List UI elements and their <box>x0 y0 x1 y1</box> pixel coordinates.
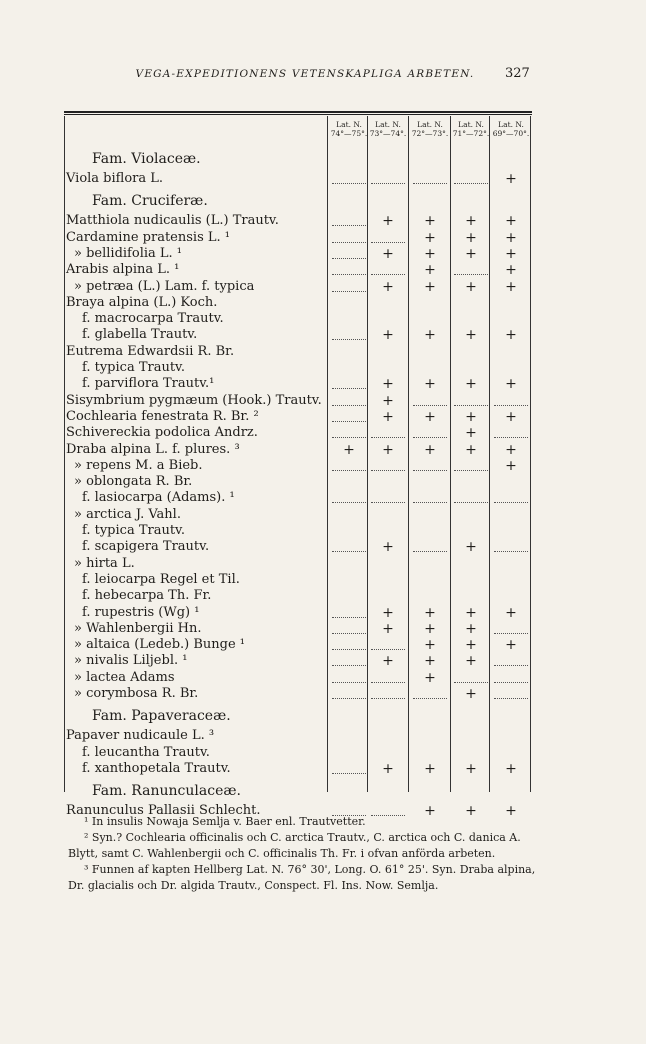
taxon-name: Ranunculus Pallasii Schlecht. <box>66 803 261 819</box>
taxon-row <box>66 669 328 687</box>
absence-dots <box>329 424 369 442</box>
taxon-name: » nivalis Liljebl. ¹ <box>74 653 188 669</box>
taxon-row <box>66 229 328 247</box>
taxon-row <box>66 685 328 703</box>
presence-mark: + <box>505 803 517 820</box>
family-heading <box>66 150 328 168</box>
taxon-name: f. leiocarpa Regel et Til. <box>82 571 240 587</box>
taxon-row <box>66 212 328 230</box>
taxon-name: » oblongata R. Br. <box>74 474 193 490</box>
column-header-line2: 72°—73°. <box>411 129 449 138</box>
family-name: Fam. Papaveraceæ. <box>92 708 231 725</box>
absence-dots <box>410 457 450 475</box>
absence-dots <box>451 170 491 188</box>
absence-dots <box>491 652 531 670</box>
absence-dots <box>329 652 369 670</box>
taxon-name: » bellidifolia L. ¹ <box>74 245 182 261</box>
presence-mark: + <box>382 392 394 409</box>
absence-dots <box>329 760 369 778</box>
taxon-row <box>66 245 328 263</box>
presence-mark: + <box>505 760 517 777</box>
taxon-row <box>66 261 328 279</box>
column-header-line1: Lat. N. <box>458 120 484 129</box>
column-rule <box>64 116 65 792</box>
absence-dots <box>451 669 491 687</box>
presence-mark: + <box>465 637 477 654</box>
table-top-rule-inner <box>64 114 532 115</box>
absence-dots <box>491 424 531 442</box>
absence-dots <box>329 170 369 188</box>
presence-mark: + <box>424 245 436 262</box>
presence-mark: + <box>465 653 477 670</box>
family-heading <box>66 192 328 210</box>
absence-dots <box>329 261 369 279</box>
taxon-name: Papaver nudicaule L. ³ <box>66 728 215 744</box>
taxon-row <box>66 424 328 442</box>
family-name: Fam. Ranunculaceæ. <box>92 783 241 800</box>
taxon-name: f. leucantha Trautv. <box>82 744 210 760</box>
presence-mark: + <box>424 620 436 637</box>
presence-mark: + <box>505 327 517 344</box>
presence-mark: + <box>465 425 477 442</box>
taxon-row <box>66 392 328 410</box>
presence-mark: + <box>424 441 436 458</box>
presence-mark: + <box>465 604 477 621</box>
presence-mark: + <box>382 620 394 637</box>
absence-dots <box>329 245 369 263</box>
taxon-name: » hirta L. <box>74 555 135 571</box>
presence-mark: + <box>382 408 394 425</box>
column-rule <box>408 116 409 792</box>
absence-dots <box>329 229 369 247</box>
taxon-name: » corymbosa R. Br. <box>74 686 199 701</box>
footnote-2: ² Syn.? Cochlearia officinalis och C. arctica Trautv., C. arctica och C. danica A. Blytt, samt C. Wahlenbergii och C. officinalis Th. Fr. i ofvan anförda arbeten. <box>68 831 521 860</box>
column-header-line1: Lat. N. <box>336 120 362 129</box>
presence-mark: + <box>382 653 394 670</box>
presence-mark: + <box>424 229 436 246</box>
absence-dots <box>410 685 450 703</box>
absence-dots <box>368 424 408 442</box>
family-name: Fam. Cruciferæ. <box>92 193 208 210</box>
presence-mark: + <box>465 408 477 425</box>
taxon-row <box>66 326 328 344</box>
taxon-name: » lactea Adams <box>74 669 175 685</box>
page-number: 327 <box>505 66 530 81</box>
taxon-row <box>66 310 328 328</box>
taxon-row <box>66 473 328 491</box>
taxon-name: f. macrocarpa Trautv. <box>82 311 224 327</box>
taxon-name: Arabis alpina L. ¹ <box>66 262 180 278</box>
absence-dots <box>491 669 531 687</box>
absence-dots <box>410 392 450 410</box>
taxon-name: Cardamine pratensis L. ¹ <box>66 229 230 245</box>
absence-dots <box>368 261 408 279</box>
column-header-line1: Lat. N. <box>417 120 443 129</box>
taxon-row <box>66 170 328 188</box>
presence-mark: + <box>382 539 394 556</box>
taxon-row <box>66 587 328 605</box>
presence-mark: + <box>382 441 394 458</box>
taxon-row <box>66 620 328 638</box>
taxon-row <box>66 408 328 426</box>
column-header <box>451 120 491 138</box>
presence-mark: + <box>465 620 477 637</box>
presence-mark: + <box>382 245 394 262</box>
presence-mark: + <box>465 376 477 393</box>
presence-mark: + <box>505 408 517 425</box>
absence-dots <box>329 392 369 410</box>
presence-mark: + <box>465 760 477 777</box>
taxon-row <box>66 538 328 556</box>
taxon-row <box>66 571 328 589</box>
absence-dots <box>329 326 369 344</box>
absence-dots <box>368 457 408 475</box>
column-header-line2: 71°—72°. <box>452 129 490 138</box>
absence-dots <box>410 424 450 442</box>
presence-mark: + <box>465 803 477 820</box>
footnote-3: ³ Funnen af kapten Hellberg Lat. N. 76° 30', Long. O. 61° 25'. Syn. Draba alpina, Dr. glacialis och Dr. algida Trautv., Conspect. Fl. Ins. Now. Semlja. <box>68 863 536 892</box>
taxon-name: f. rupestris (Wg) ¹ <box>82 604 200 620</box>
presence-mark: + <box>505 262 517 279</box>
taxon-row <box>66 555 328 573</box>
taxon-name: » repens M. a Bieb. <box>74 457 203 473</box>
absence-dots <box>368 636 408 654</box>
presence-mark: + <box>424 262 436 279</box>
absence-dots <box>329 457 369 475</box>
absence-dots <box>491 392 531 410</box>
presence-mark: + <box>382 213 394 230</box>
presence-mark: + <box>382 604 394 621</box>
absence-dots <box>368 685 408 703</box>
presence-mark: + <box>465 278 477 295</box>
running-head: VEGA-EXPEDITIONENS VETENSKAPLIGA ARBETEN. <box>135 68 475 80</box>
absence-dots <box>329 212 369 230</box>
absence-dots <box>329 620 369 638</box>
absence-dots <box>368 170 408 188</box>
taxon-row <box>66 727 328 745</box>
taxon-name: » altaica (Ledeb.) Bunge ¹ <box>74 637 246 653</box>
taxon-name: f. scapigera Trautv. <box>82 539 210 555</box>
presence-mark: + <box>424 760 436 777</box>
taxon-row <box>66 489 328 507</box>
taxon-row <box>66 652 328 670</box>
family-heading <box>66 782 328 800</box>
absence-dots <box>491 685 531 703</box>
taxon-name: f. typica Trautv. <box>82 523 185 538</box>
presence-mark: + <box>424 669 436 686</box>
presence-mark: + <box>465 539 477 556</box>
column-header <box>368 120 408 138</box>
absence-dots <box>451 457 491 475</box>
presence-mark: + <box>424 653 436 670</box>
column-header <box>410 120 450 138</box>
absence-dots <box>368 229 408 247</box>
taxon-row <box>66 375 328 393</box>
presence-mark: + <box>424 327 436 344</box>
table-top-rule <box>64 111 532 113</box>
taxon-row <box>66 457 328 475</box>
taxon-name: Draba alpina L. f. plures. ³ <box>66 441 240 457</box>
taxon-name: » arctica J. Vahl. <box>74 506 181 522</box>
column-header-line1: Lat. N. <box>375 120 401 129</box>
footnotes <box>68 814 548 894</box>
presence-mark: + <box>505 604 517 621</box>
presence-mark: + <box>505 229 517 246</box>
taxon-name: Viola biflora L. <box>66 171 164 186</box>
presence-mark: + <box>424 278 436 295</box>
presence-mark: + <box>505 376 517 393</box>
presence-mark: + <box>465 441 477 458</box>
absence-dots <box>329 489 369 507</box>
taxon-name: f. typica Trautv. <box>82 360 185 375</box>
presence-mark: + <box>465 686 477 702</box>
absence-dots <box>329 375 369 393</box>
absence-dots <box>491 538 531 556</box>
column-header-line2: 74°—75°. <box>330 129 368 138</box>
taxon-name: f. xanthopetala Trautv. <box>82 760 231 776</box>
absence-dots <box>329 636 369 654</box>
taxon-row <box>66 506 328 524</box>
presence-mark: + <box>465 213 477 230</box>
taxon-name: Cochlearia fenestrata R. Br. ² <box>66 408 259 424</box>
absence-dots <box>368 669 408 687</box>
presence-mark: + <box>424 604 436 621</box>
taxon-row <box>66 294 328 312</box>
presence-mark: + <box>424 637 436 654</box>
taxon-name: » petræa (L.) Lam. f. typica <box>74 278 255 294</box>
absence-dots <box>451 392 491 410</box>
presence-mark: + <box>424 376 436 393</box>
column-header-line2: 69°—70°. <box>492 129 530 138</box>
presence-mark: + <box>505 637 517 654</box>
taxon-row <box>66 278 328 296</box>
footnote-1: ¹ In insulis Nowaja Semlja v. Baer enl. Trautvetter. <box>84 815 366 828</box>
absence-dots <box>329 669 369 687</box>
absence-dots <box>410 489 450 507</box>
absence-dots <box>410 170 450 188</box>
taxon-row <box>66 441 328 459</box>
presence-mark: + <box>505 245 517 262</box>
taxon-name: f. hebecarpa Th. Fr. <box>82 588 212 604</box>
presence-mark: + <box>505 171 517 187</box>
taxon-row <box>66 760 328 778</box>
column-header <box>491 120 531 138</box>
taxon-name: f. parviflora Trautv.¹ <box>82 376 215 392</box>
presence-mark: + <box>505 213 517 230</box>
taxon-row <box>66 604 328 622</box>
absence-dots <box>410 538 450 556</box>
presence-mark: + <box>382 278 394 295</box>
presence-mark: + <box>382 376 394 393</box>
taxon-name: f. lasiocarpa (Adams). ¹ <box>82 490 235 506</box>
absence-dots <box>329 685 369 703</box>
family-name: Fam. Violaceæ. <box>92 151 201 167</box>
presence-mark: + <box>465 245 477 262</box>
absence-dots <box>329 408 369 426</box>
taxon-row <box>66 522 328 540</box>
presence-mark: + <box>424 803 436 820</box>
absence-dots <box>368 489 408 507</box>
absence-dots <box>491 620 531 638</box>
taxon-name: Braya alpina (L.) Koch. <box>66 294 218 310</box>
taxon-row <box>66 343 328 361</box>
taxon-name: Sisymbrium pygmæum (Hook.) Trautv. <box>66 392 322 408</box>
presence-mark: + <box>343 441 355 458</box>
presence-mark: + <box>505 457 517 474</box>
absence-dots <box>491 489 531 507</box>
column-header-line1: Lat. N. <box>498 120 524 129</box>
taxon-row <box>66 744 328 762</box>
taxon-row <box>66 636 328 654</box>
absence-dots <box>451 489 491 507</box>
presence-mark: + <box>505 441 517 458</box>
presence-mark: + <box>382 327 394 344</box>
presence-mark: + <box>424 408 436 425</box>
taxon-row <box>66 359 328 377</box>
taxon-name: Schivereckia podolica Andrz. <box>66 425 258 441</box>
taxon-name: Eutrema Edwardsii R. Br. <box>66 343 235 359</box>
presence-mark: + <box>382 760 394 777</box>
absence-dots <box>329 278 369 296</box>
presence-mark: + <box>465 327 477 344</box>
taxon-name: Matthiola nudicaulis (L.) Trautv. <box>66 213 279 229</box>
presence-mark: + <box>505 278 517 295</box>
taxon-name: f. glabella Trautv. <box>82 327 198 343</box>
taxon-name: » Wahlenbergii Hn. <box>74 620 202 636</box>
absence-dots <box>329 604 369 622</box>
absence-dots <box>451 261 491 279</box>
family-heading <box>66 707 328 725</box>
column-header-line2: 73°—74°. <box>369 129 407 138</box>
column-header <box>329 120 369 138</box>
presence-mark: + <box>424 213 436 230</box>
absence-dots <box>329 538 369 556</box>
presence-mark: + <box>465 229 477 246</box>
